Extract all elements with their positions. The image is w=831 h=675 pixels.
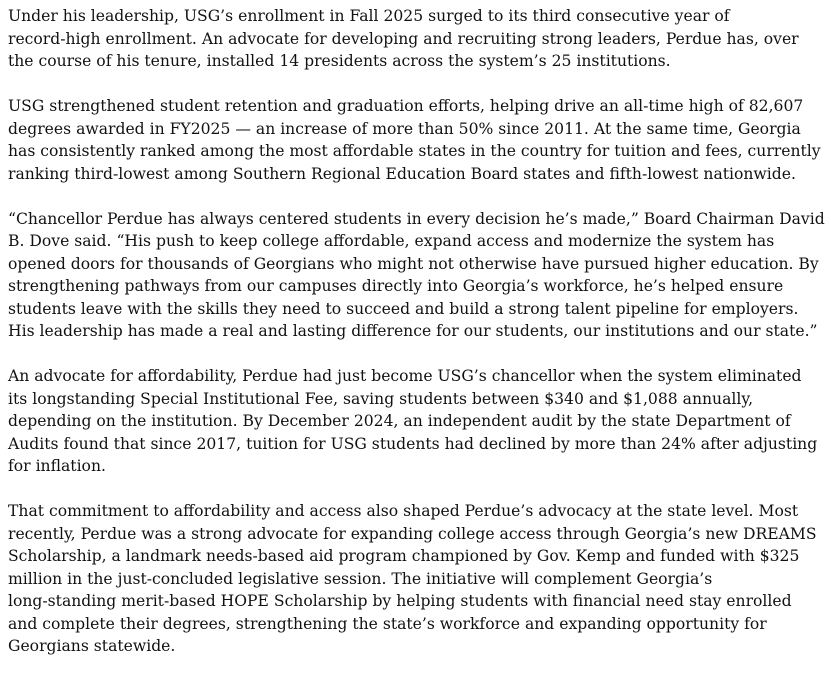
paragraph-line: the course of his tenure, installed 14 presidents across the system’s 25 institutions. [8, 52, 671, 70]
paragraph-line: Scholarship, a landmark needs-based aid program championed by Gov. Kemp and funded with $325 [8, 547, 800, 565]
paragraph-state-advocacy [8, 500, 823, 658]
paragraph-line: recently, Perdue was a strong advocate for expanding college access through Georgia’s new DREAMS [8, 524, 817, 543]
paragraph-line: record-high enrollment. An advocate for developing and recruiting strong leaders, Perdue has, over [8, 29, 799, 48]
paragraph-line: Georgians statewide. [8, 637, 176, 655]
paragraph-line: million in the just-concluded legislative session. The initiative will complement Georgia’s [8, 569, 713, 588]
paragraph-line: and complete their degrees, strengthening the state’s workforce and expanding opportunity for [8, 614, 767, 633]
paragraph-line: “Chancellor Perdue has always centered students in every decision he’s made,” Board Chairman David [8, 209, 825, 228]
paragraph-line: B. Dove said. “His push to keep college affordable, expand access and modernize the system has [8, 232, 775, 250]
paragraph-line: its longstanding Special Institutional Fee, saving students between $340 and $1,088 annually, [8, 389, 754, 408]
paragraph-line: has consistently ranked among the most affordable states in the country for tuition and fees, currently [8, 142, 821, 160]
paragraph-line: strengthening pathways from our campuses directly into Georgia’s workforce, he’s helped ensure [8, 277, 784, 295]
paragraph-line: Under his leadership, USG’s enrollment in Fall 2025 surged to its third consecutive year of [8, 7, 730, 25]
paragraph-retention [8, 95, 823, 185]
paragraph-line: depending on the institution. By December 2024, an independent audit by the state Department of [8, 412, 791, 430]
paragraph-line: USG strengthened student retention and graduation efforts, helping drive an all-time high of 82,607 [8, 97, 804, 115]
paragraph-line: That commitment to affordability and access also shaped Perdue’s advocacy at the state level. Most [8, 502, 799, 520]
paragraph-line: His leadership has made a real and lasting difference for our students, our institutions and our state.” [8, 322, 818, 340]
paragraph-affordability [8, 365, 823, 478]
paragraph-line: students leave with the skills they need to succeed and build a strong talent pipeline for employers. [8, 299, 799, 318]
paragraph-line: long-standing merit-based HOPE Scholarship by helping students with financial need stay enrolled [8, 592, 792, 610]
paragraph-line: Audits found that since 2017, tuition for USG students had declined by more than 24% after adjusting [8, 434, 818, 453]
paragraph-line: opened doors for thousands of Georgians who might not otherwise have pursued higher education. By [8, 254, 819, 273]
paragraph-enrollment [8, 5, 823, 73]
paragraph-line: for inflation. [8, 457, 106, 475]
paragraph-line: degrees awarded in FY2025 — an increase of more than 50% since 2011. At the same time, Georgia [8, 119, 801, 138]
paragraph-chairman-quote [8, 208, 823, 343]
paragraph-line: An advocate for affordability, Perdue had just become USG’s chancellor when the system eliminated [8, 367, 802, 385]
paragraph-line: ranking third-lowest among Southern Regional Education Board states and fifth-lowest nationwide. [8, 164, 796, 183]
